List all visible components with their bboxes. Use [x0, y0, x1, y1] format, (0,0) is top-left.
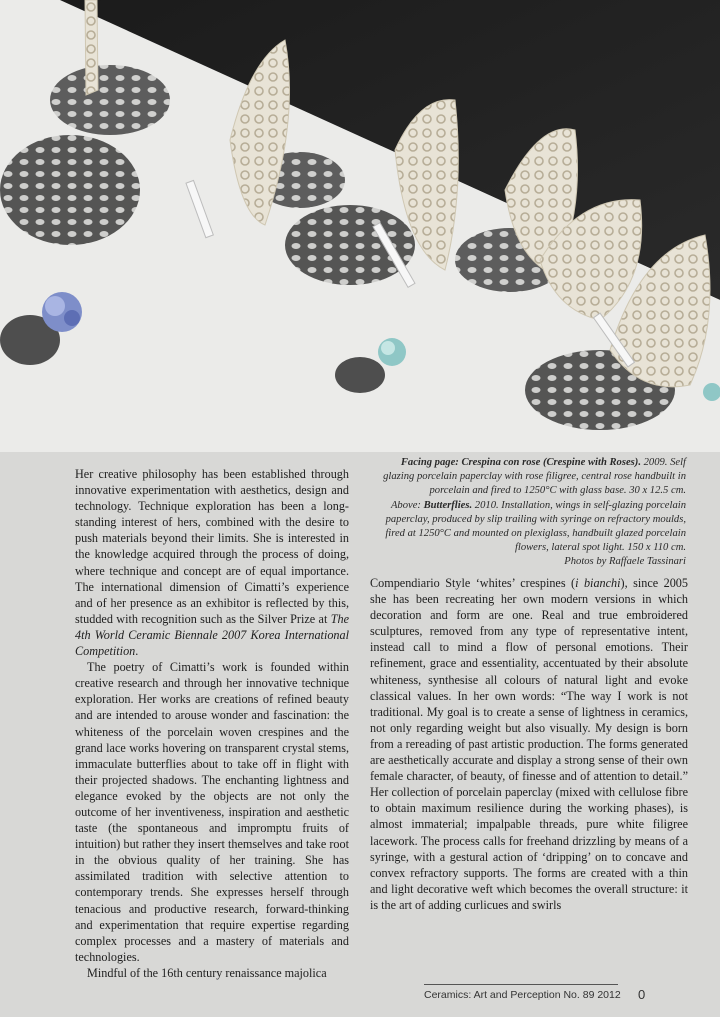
right-paragraph-1-text: Compendiario Style ‘whites’ crespines ( [370, 576, 576, 590]
right-paragraph-1 [370, 575, 688, 913]
caption-facing-label: Facing page: Crespina con rose (Crespine with Roses). [400, 457, 641, 468]
porcelain-installation-photo-icon [0, 0, 720, 452]
left-text-column [75, 466, 349, 981]
caption-credit: Photos by Raffaele Tassinari [564, 556, 686, 568]
journal-title: Ceramics: Art and Perception No. 89 2012 [424, 989, 621, 1001]
caption-facing-text: 2009. Self glazing porcelain paperclay with rose filigree, central rose handbuilt in porcelain and fired to 1250°C with glass base. 30 x 12.5 cm. [383, 457, 686, 497]
right-text-column [370, 575, 688, 913]
page-number: 0 [638, 987, 646, 1002]
page-footer [424, 989, 654, 1001]
installation-photo [0, 0, 720, 452]
left-paragraph-3: Mindful of the 16th century renaissance majolica [87, 965, 327, 980]
right-paragraph-1-body: ), since 2005 she has been recreating her own modern versions in which decoration and form are one. Real and true embroidered sculptures, removed from any type of representative intent, instead call to mind a flow of personal emotions. Their refinement, grace and essentiality, accentuated by their absolute whiteness, synthesise all colours of natural light and evoke classical values. In her own words: “The way I work is not traditional. My goal is to create a sense of lightness in ceramics, not only regarding weight but also visually. My design is born from a rereading of past artistic production. The forms generated are aesthetically accurate and display a strong sense of their own female character, of beauty, of finesse and of attention to detail.” Her collection of porcelain paperclay (mixed with cellulose fibre to obtain maximum resilience during the working phases), is almost immaterial; impalpable threads, pure white filigree lacework. The process calls for freehand drizzling by means of a syringe, with a gestural action of ‘dripping’ on to concave and convex refractory supports. The forms are created with a thin and light decorative weft which becomes the overall structure: it is the art of adding curlicues and swirls [370, 576, 688, 912]
photo-caption [369, 456, 686, 570]
caption-above-label: Above: [390, 499, 424, 511]
caption-above-text: 2010. Installation, wings in self-glazing porcelain paperclay, produced by slip trailing with syringe on refractory moulds, fired at 1250°C and mounted on plexiglass, handbuilt glazed porcelain flowers, lateral spot light. 150 x 110 cm. [385, 499, 686, 554]
right-paragraph-1-italic: i bianchi [575, 576, 621, 590]
caption-above [369, 499, 686, 556]
left-paragraph-1 [75, 466, 349, 659]
caption-above-title: Butterflies. [423, 499, 473, 511]
left-paragraph-1-text: Her creative philosophy has been established through innovative experimentation with aesthetics, design and technology. Technique exploration has been a long-standing interest of hers, combined with the desire to push materials beyond their limits. She is interested in the knowledge acquired through the process of doing, where technique and concept are of equal importance. The international dimension of Cimatti’s experience and of her presence as an exhibitor is reflected by this, studded with recognition such as the Silver Prize at [75, 467, 349, 626]
footer-divider [424, 984, 618, 985]
caption-facing [369, 456, 686, 499]
left-paragraph-1-italic: The 4th World Ceramic Biennale 2007 Korea International Competition [75, 611, 349, 659]
left-paragraph-1-end: . [135, 644, 139, 659]
left-paragraph-2: The poetry of Cimatti’s work is founded within creative research and through her innovative technique exploration. Her works are creations of refined beauty and are intended to arouse wonder and fascination: the whiteness of the porcelain woven crespines and the grand lace works hovering on transparent crystal stems, immaculate butterflies about to take off in flight with their projected shadows. The enchanting lightness and elegance evoked by the objects are not only the outcome of her inventiveness, inspiration and aesthetic taste (the spontaneous and impromptu fruits of intuition) but rather they insert themselves and take root in the obvious quality of her training. She has assimilated tradition with selective attention to contemporary trends. She expresses herself through tenacious and productive research, forward-thinking and experimentation that require expertise regarding complex processes and a mastery of materials and technologies. [75, 660, 349, 964]
